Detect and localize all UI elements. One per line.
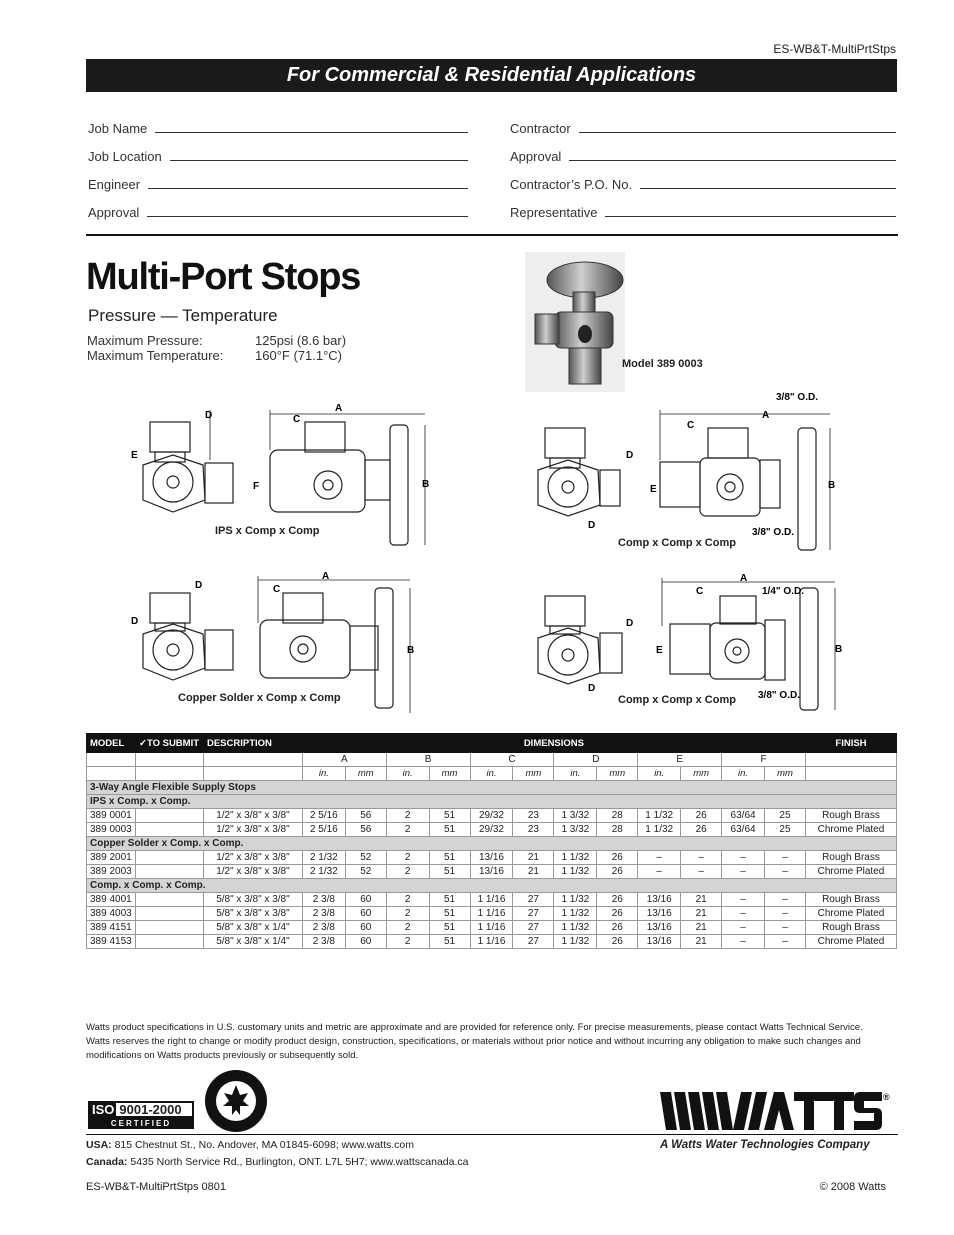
cell-submit[interactable] — [135, 851, 203, 865]
disclaimer: Watts product specifications in U.S. customary units and metric are approximate and are provided for reference only. For precise measurements, please contact Watts Technical Service. Watts reserves the right to change or modify product design, construction, specifications, or materials without prior notice and without incurring any obligation to make such changes and modifications on Watts products previously or subsequently sold. — [86, 1022, 863, 1061]
dim-label-a: A — [335, 403, 343, 414]
th-description: DESCRIPTION — [203, 734, 302, 753]
dim-col-c: C — [470, 753, 554, 767]
cell-dimension: – — [638, 865, 681, 879]
unit-mm: mm — [681, 767, 722, 781]
cell-model: 389 2001 — [87, 851, 136, 865]
banner-title: For Commercial & Residential Applications — [86, 59, 897, 92]
cell-dimension: 1 1/32 — [554, 851, 597, 865]
cell-dimension: – — [722, 921, 765, 935]
cell-dimension: 13/16 — [470, 865, 513, 879]
cell-dimension: 21 — [513, 851, 554, 865]
group-title: Comp. x Comp. x Comp. — [87, 879, 897, 893]
cell-dimension: 1 3/32 — [554, 809, 597, 823]
table-row — [87, 907, 897, 921]
group-title: Copper Solder x Comp. x Comp. — [87, 837, 897, 851]
cell-dimension: – — [765, 865, 806, 879]
cell-dimension: 2 — [386, 851, 429, 865]
form-right — [510, 118, 896, 220]
dim-label-b: B — [422, 479, 430, 490]
cell-dimension: 23 — [513, 823, 554, 837]
field-line[interactable] — [569, 160, 896, 161]
cell-dimension: 56 — [345, 823, 386, 837]
table-row — [87, 893, 897, 907]
cell-dimension: 56 — [345, 809, 386, 823]
field-contractor-po[interactable] — [510, 174, 896, 192]
table-row — [87, 865, 897, 879]
cell-dimension: 2 3/8 — [302, 921, 345, 935]
th-finish: FINISH — [805, 734, 896, 753]
diagram-comp — [530, 390, 850, 555]
dim-label-a: A — [322, 571, 330, 582]
cell-dimension: 63/64 — [722, 823, 765, 837]
dim-label-d: D — [205, 410, 213, 421]
cell-dimension: – — [765, 907, 806, 921]
field-line[interactable] — [640, 188, 896, 189]
table-units-row — [87, 767, 897, 781]
cell-dimension: 60 — [345, 893, 386, 907]
cell-submit[interactable] — [135, 893, 203, 907]
address-text: 815 Chestnut St., No. Andover, MA 01845-6098; www.watts.com — [114, 1139, 415, 1151]
cell-model: 389 4003 — [87, 907, 136, 921]
dim-col-d: D — [554, 753, 638, 767]
cell-submit[interactable] — [135, 935, 203, 949]
dim-label-c: C — [687, 420, 695, 431]
cell-dimension: 27 — [513, 907, 554, 921]
cell-dimension: 1 1/32 — [554, 907, 597, 921]
cell-dimension: 26 — [597, 921, 638, 935]
cell-description: 1/2" x 3/8" x 3/8" — [203, 823, 302, 837]
cell-dimension: 51 — [429, 935, 470, 949]
cell-description: 5/8" x 3/8" x 3/8" — [203, 893, 302, 907]
dim-label-d-left: D — [131, 616, 139, 627]
cell-dimension: 13/16 — [638, 893, 681, 907]
cell-dimension: 1 1/16 — [470, 921, 513, 935]
table-header — [87, 734, 897, 753]
cell-finish: Chrome Plated — [805, 907, 896, 921]
cell-dimension: 52 — [345, 851, 386, 865]
cell-dimension: – — [681, 851, 722, 865]
usgbc-seal-icon — [203, 1068, 269, 1134]
cell-dimension: 1 1/32 — [554, 921, 597, 935]
cell-dimension: 63/64 — [722, 809, 765, 823]
cell-description: 1/2" x 3/8" x 3/8" — [203, 851, 302, 865]
table-row — [87, 809, 897, 823]
cell-dimension: 13/16 — [638, 935, 681, 949]
spec-table — [86, 733, 897, 949]
dim-label-d-lower: D — [588, 683, 596, 694]
cell-dimension: 51 — [429, 823, 470, 837]
cell-dimension: 60 — [345, 935, 386, 949]
cell-submit[interactable] — [135, 865, 203, 879]
cell-model: 389 4153 — [87, 935, 136, 949]
dim-col-e: E — [638, 753, 722, 767]
page-title: Multi-Port Stops — [86, 256, 361, 298]
dim-label-b: B — [828, 480, 836, 491]
address-canada — [86, 1156, 468, 1168]
cell-description: 5/8" x 3/8" x 3/8" — [203, 907, 302, 921]
cell-dimension: 26 — [597, 851, 638, 865]
unit-mm: mm — [597, 767, 638, 781]
cell-dimension: 25 — [765, 809, 806, 823]
spec-value-pressure: 125psi (8.6 bar) — [255, 333, 347, 348]
cell-dimension: 13/16 — [470, 851, 513, 865]
cell-dimension: 60 — [345, 907, 386, 921]
divider — [86, 1134, 898, 1135]
cell-dimension: 21 — [681, 907, 722, 921]
cell-dimension: 21 — [681, 921, 722, 935]
cell-dimension: 29/32 — [470, 823, 513, 837]
cell-dimension: 27 — [513, 935, 554, 949]
document-code: ES-WB&T-MultiPrtStps — [773, 42, 896, 56]
cell-finish: Chrome Plated — [805, 935, 896, 949]
cell-submit[interactable] — [135, 921, 203, 935]
cell-dimension: 51 — [429, 851, 470, 865]
unit-in: in. — [302, 767, 345, 781]
cell-dimension: – — [765, 921, 806, 935]
unit-in: in. — [470, 767, 513, 781]
cell-dimension: 26 — [597, 935, 638, 949]
document-code-bottom: ES-WB&T-MultiPrtStps 0801 — [86, 1181, 226, 1193]
table-section — [87, 781, 897, 795]
field-engineer[interactable] — [88, 174, 468, 192]
cell-dimension: 13/16 — [638, 907, 681, 921]
address-label: Canada: — [86, 1156, 128, 1168]
cell-dimension: – — [722, 893, 765, 907]
cell-model: 389 0003 — [87, 823, 136, 837]
dim-label-od-lower: 3/8" O.D. — [758, 690, 800, 701]
field-label: Job Location — [88, 149, 162, 164]
cell-dimension: 60 — [345, 921, 386, 935]
cell-dimension: – — [681, 865, 722, 879]
cell-submit[interactable] — [135, 907, 203, 921]
cell-finish: Chrome Plated — [805, 823, 896, 837]
field-line[interactable] — [147, 216, 468, 217]
field-label: Engineer — [88, 177, 141, 192]
cell-dimension: 23 — [513, 809, 554, 823]
cell-dimension: 28 — [597, 823, 638, 837]
th-model: MODEL — [87, 734, 136, 753]
cell-finish: Rough Brass — [805, 851, 896, 865]
cell-dimension: 51 — [429, 865, 470, 879]
dim-label-e: E — [131, 450, 138, 461]
iso-number: 9001-2000 — [119, 1102, 182, 1117]
cell-model: 389 4151 — [87, 921, 136, 935]
section-title: 3-Way Angle Flexible Supply Stops — [87, 781, 897, 795]
dim-label-d: D — [195, 580, 203, 591]
cell-dimension: – — [638, 851, 681, 865]
field-approval[interactable] — [88, 202, 468, 220]
dim-label-c: C — [696, 586, 704, 597]
dim-label-d: D — [626, 450, 634, 461]
cell-dimension: 28 — [597, 809, 638, 823]
cell-dimension: 2 — [386, 907, 429, 921]
cell-submit[interactable] — [135, 823, 203, 837]
cell-dimension: 51 — [429, 907, 470, 921]
dim-label-e: E — [656, 645, 663, 656]
dim-col-b: B — [386, 753, 470, 767]
cell-model: 389 0001 — [87, 809, 136, 823]
dim-label-c: C — [273, 584, 281, 595]
cell-dimension: 29/32 — [470, 809, 513, 823]
cell-dimension: 51 — [429, 893, 470, 907]
spec-label-temperature: Maximum Temperature: — [87, 348, 224, 363]
cell-dimension: 1 1/32 — [554, 893, 597, 907]
field-contractor[interactable] — [510, 118, 896, 136]
field-line[interactable] — [579, 132, 896, 133]
cell-dimension: 21 — [513, 865, 554, 879]
cell-dimension: 13/16 — [638, 921, 681, 935]
field-label: Approval — [510, 149, 562, 164]
group-title: IPS x Comp. x Comp. — [87, 795, 897, 809]
table-row — [87, 823, 897, 837]
cell-dimension: 21 — [681, 935, 722, 949]
unit-in: in. — [638, 767, 681, 781]
dim-label-od-lower: 3/8" O.D. — [752, 527, 794, 538]
section-subtitle: Pressure — Temperature — [88, 306, 278, 325]
cell-finish: Rough Brass — [805, 809, 896, 823]
cell-dimension: 27 — [513, 921, 554, 935]
cell-dimension: 1 1/32 — [554, 865, 597, 879]
unit-in: in. — [722, 767, 765, 781]
cell-dimension: 52 — [345, 865, 386, 879]
field-label: Contractor’s P.O. No. — [510, 177, 633, 192]
cell-dimension: – — [722, 907, 765, 921]
cell-dimension: 2 — [386, 935, 429, 949]
dim-label-f: F — [253, 481, 260, 492]
watts-logo — [660, 1090, 890, 1132]
cell-dimension: 2 1/32 — [302, 865, 345, 879]
dim-label-a: A — [740, 573, 748, 584]
table-group — [87, 795, 897, 809]
dim-label-b: B — [407, 645, 415, 656]
unit-in: in. — [554, 767, 597, 781]
table-group — [87, 879, 897, 893]
cell-dimension: 26 — [681, 809, 722, 823]
cell-dimension: 1 1/32 — [638, 823, 681, 837]
iso-certified: CERTIFIED — [88, 1118, 194, 1129]
cell-dimension: 26 — [597, 865, 638, 879]
cell-finish: Chrome Plated — [805, 865, 896, 879]
field-job-location[interactable] — [88, 146, 468, 164]
field-label: Job Name — [88, 121, 148, 136]
cell-dimension: 2 3/8 — [302, 907, 345, 921]
dim-col-f: F — [722, 753, 806, 767]
cell-dimension: 1 1/16 — [470, 935, 513, 949]
dim-label-d: D — [626, 618, 634, 629]
iso-badge — [88, 1101, 194, 1129]
copyright: © 2008 Watts — [819, 1181, 886, 1193]
dim-col-a: A — [302, 753, 386, 767]
cell-dimension: 2 — [386, 823, 429, 837]
spec-values — [255, 333, 346, 363]
tagline: A Watts Water Technologies Company — [660, 1139, 870, 1151]
table-subheader — [87, 753, 897, 767]
dim-label-od: 3/8" O.D. — [776, 392, 818, 403]
cell-dimension: – — [765, 893, 806, 907]
cell-dimension: 2 3/8 — [302, 935, 345, 949]
field-line[interactable] — [605, 216, 896, 217]
cell-dimension: – — [765, 935, 806, 949]
table-row — [87, 921, 897, 935]
dim-label-e: E — [650, 484, 657, 495]
field-line[interactable] — [148, 188, 468, 189]
cell-dimension: 26 — [597, 893, 638, 907]
table-row — [87, 851, 897, 865]
table-row — [87, 935, 897, 949]
th-dimensions: DIMENSIONS — [302, 734, 805, 753]
cell-dimension: 2 — [386, 865, 429, 879]
spec-label-pressure: Maximum Pressure: — [87, 333, 203, 348]
address-label: USA: — [86, 1139, 112, 1151]
cell-dimension: 2 — [386, 893, 429, 907]
cell-dimension: 1 3/32 — [554, 823, 597, 837]
field-label: Representative — [510, 205, 598, 220]
cell-dimension: – — [722, 935, 765, 949]
figure-caption-comp-2: Comp x Comp x Comp — [618, 694, 736, 706]
cell-dimension: – — [722, 851, 765, 865]
unit-mm: mm — [429, 767, 470, 781]
cell-finish: Rough Brass — [805, 921, 896, 935]
photo-caption: Model 389 0003 — [622, 358, 703, 370]
dim-label-d-lower: D — [588, 520, 596, 531]
dim-label-b: B — [835, 644, 843, 655]
figure-caption-copper: Copper Solder x Comp x Comp — [178, 692, 341, 704]
cell-dimension: 51 — [429, 809, 470, 823]
cell-description: 1/2" x 3/8" x 3/8" — [203, 809, 302, 823]
address-usa — [86, 1139, 414, 1151]
figure-caption-ips: IPS x Comp x Comp — [215, 525, 320, 537]
cell-dimension: 2 1/32 — [302, 851, 345, 865]
cell-dimension: 21 — [681, 893, 722, 907]
unit-mm: mm — [765, 767, 806, 781]
svg-text:®: ® — [883, 1092, 890, 1102]
cell-dimension: 1 1/16 — [470, 893, 513, 907]
dim-label-c: C — [293, 414, 301, 425]
cell-dimension: 2 5/16 — [302, 823, 345, 837]
field-label: Approval — [88, 205, 140, 220]
unit-mm: mm — [345, 767, 386, 781]
field-line[interactable] — [155, 132, 468, 133]
cell-dimension: – — [722, 865, 765, 879]
form-left — [88, 118, 468, 220]
cell-dimension: 27 — [513, 893, 554, 907]
cell-dimension: 2 5/16 — [302, 809, 345, 823]
field-job-name[interactable] — [88, 118, 468, 136]
cell-dimension: 26 — [597, 907, 638, 921]
address-text: 5435 North Service Rd., Burlington, ONT. L7L 5H7; www.wattscanada.ca — [130, 1156, 469, 1168]
cell-submit[interactable] — [135, 809, 203, 823]
spec-value-temperature: 160°F (71.1°C) — [255, 348, 342, 363]
cell-dimension: 1 1/32 — [554, 935, 597, 949]
product-photo — [525, 252, 625, 392]
cell-dimension: 1 1/32 — [638, 809, 681, 823]
field-label: Contractor — [510, 121, 571, 136]
cell-dimension: 51 — [429, 921, 470, 935]
spec-labels — [87, 333, 223, 363]
field-line[interactable] — [170, 160, 468, 161]
unit-mm: mm — [513, 767, 554, 781]
cell-model: 389 2003 — [87, 865, 136, 879]
th-submit: ✓TO SUBMIT — [135, 734, 203, 753]
cell-finish: Rough Brass — [805, 893, 896, 907]
dim-label-a: A — [762, 410, 770, 421]
field-approval-right[interactable] — [510, 146, 896, 164]
cell-description: 5/8" x 3/8" x 1/4" — [203, 935, 302, 949]
divider — [86, 234, 898, 236]
dim-label-od-quarter: 1/4" O.D. — [762, 586, 804, 597]
cell-dimension: 26 — [681, 823, 722, 837]
cell-dimension: 2 3/8 — [302, 893, 345, 907]
cell-model: 389 4001 — [87, 893, 136, 907]
figure-caption-comp: Comp x Comp x Comp — [618, 537, 736, 549]
iso-prefix: ISO — [92, 1102, 115, 1117]
cell-dimension: 1 1/16 — [470, 907, 513, 921]
cell-description: 5/8" x 3/8" x 1/4" — [203, 921, 302, 935]
cell-dimension: 2 — [386, 921, 429, 935]
table-group — [87, 837, 897, 851]
cell-dimension: – — [765, 851, 806, 865]
cell-dimension: 25 — [765, 823, 806, 837]
field-representative[interactable] — [510, 202, 896, 220]
cell-description: 1/2" x 3/8" x 3/8" — [203, 865, 302, 879]
unit-in: in. — [386, 767, 429, 781]
cell-dimension: 2 — [386, 809, 429, 823]
